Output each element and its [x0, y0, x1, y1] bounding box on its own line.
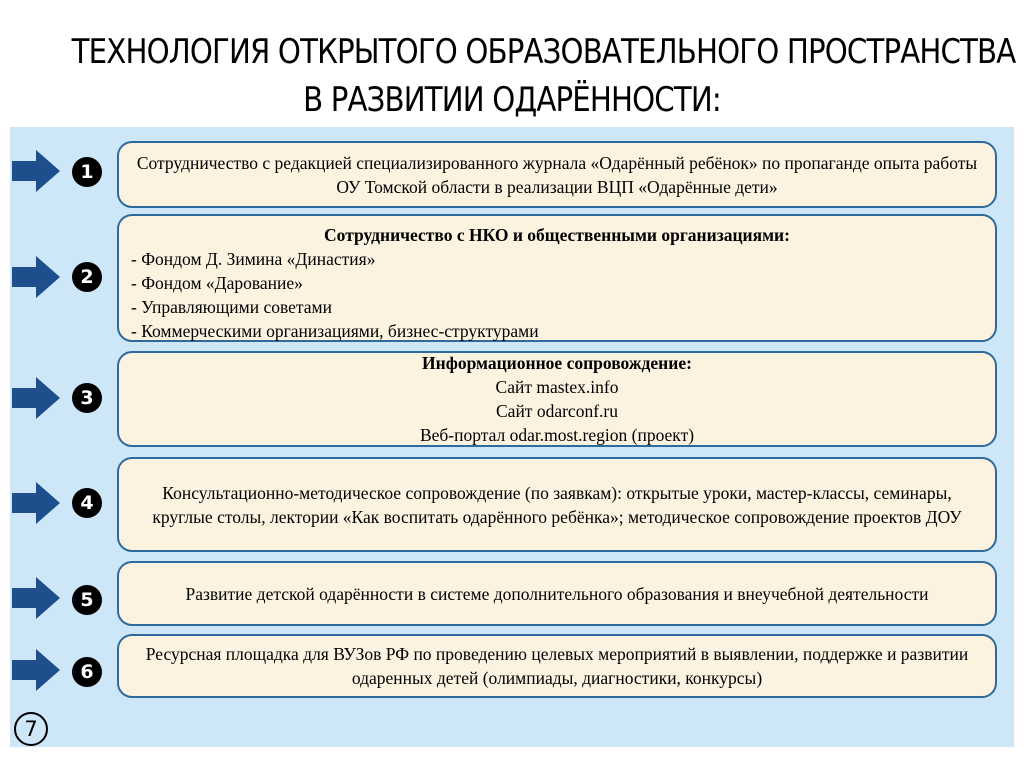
arrow-right-icon: [12, 150, 60, 192]
page-title-line2: В РАЗВИТИИ ОДАРЁННОСТИ:: [303, 80, 721, 120]
arrow-right-icon: [12, 377, 60, 419]
item-box-5: [117, 561, 997, 626]
number-badge-6: 6: [72, 657, 102, 687]
number-badge-7: 7: [14, 712, 48, 746]
list-item: Сайт odarconf.ru: [496, 401, 618, 421]
page-title-line1: ТЕХНОЛОГИЯ ОТКРЫТОГО ОБРАЗОВАТЕЛЬНОГО ПРОСТРАНСТВА: [71, 32, 1016, 72]
item-text: Ресурсная площадка для ВУЗов РФ по проведению целевых мероприятий в выявлении, поддержке и развитии одаренных детей (олимпиады, диагностики, конкурсы): [145, 644, 969, 688]
item-box-4: [117, 457, 997, 552]
number-badge-5: 5: [72, 585, 102, 615]
item-text: Сотрудничество с редакцией специализированного журнала «Одарённый ребёнок» по пропаганде опыта работы ОУ Томской области в реализации ВЦП «Одарённые дети»: [136, 152, 978, 197]
item-box-1: [117, 141, 997, 208]
arrow-right-icon: [12, 649, 60, 691]
item-box-2: [117, 214, 997, 342]
item-text: Консультационно-методическое сопровождение (по заявкам): открытые уроки, мастер-классы, семинары, круглые столы, лектории «Как воспитать одарённого ребёнка»; методическое сопровождение проектов ДОУ: [152, 482, 962, 527]
item-box-3: [117, 351, 997, 447]
arrow-right-icon: [12, 577, 60, 619]
list-item: - Фондом Д. Зимина «Династия»: [131, 249, 376, 269]
number-badge-4: 4: [72, 488, 102, 518]
list-item: - Управляющими советами: [131, 297, 332, 317]
arrow-right-icon: [12, 256, 60, 298]
number-badge-1: 1: [72, 157, 102, 187]
number-badge-2: 2: [72, 262, 102, 292]
item-text: Развитие детской одарённости в системе дополнительного образования и внеучебной деятельности: [185, 583, 929, 604]
arrow-right-icon: [12, 482, 60, 524]
list-item: Сайт mastex.info: [495, 377, 619, 397]
number-badge-3: 3: [72, 383, 102, 413]
list-item: - Коммерческими организациями, бизнес-структурами: [131, 321, 539, 341]
item-heading: Информационное сопровождение:: [422, 353, 692, 373]
list-item: Веб-портал odar.most.region (проект): [419, 425, 695, 445]
item-box-6: [117, 634, 997, 698]
list-item: - Фондом «Дарование»: [131, 273, 303, 293]
page-title: [71, 28, 1016, 124]
item-heading: Сотрудничество с НКО и общественными организациями:: [324, 225, 790, 245]
